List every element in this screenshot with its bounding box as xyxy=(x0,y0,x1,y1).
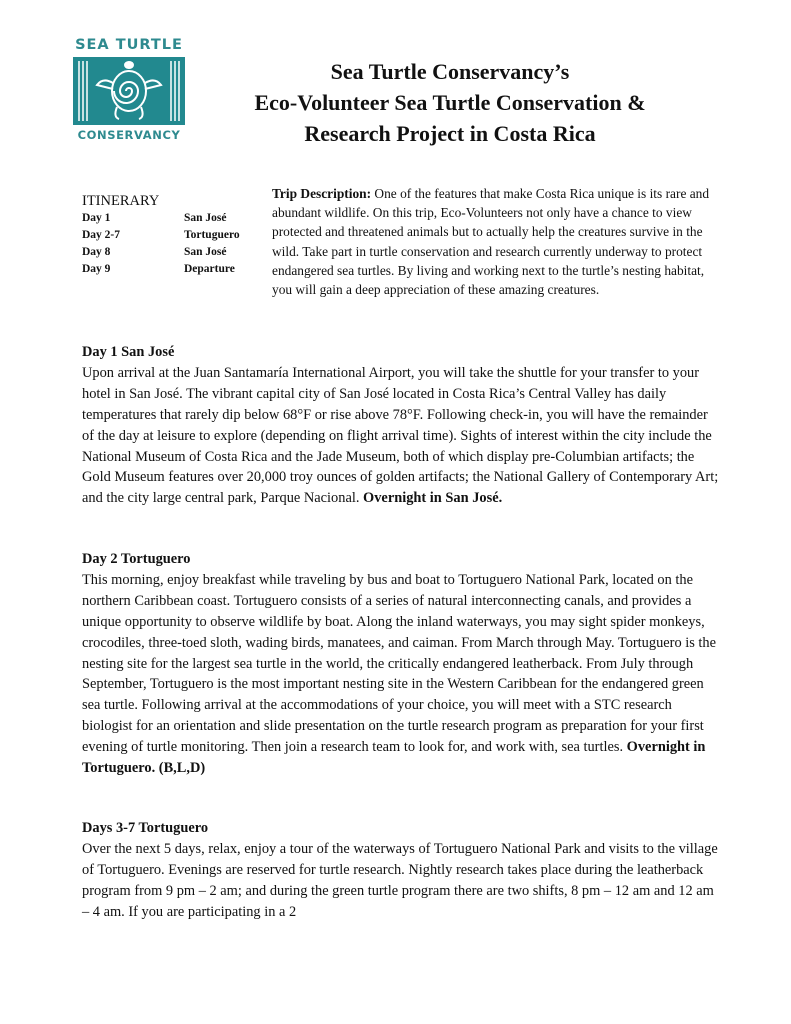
day-meals: . (B,L,D) xyxy=(151,760,206,777)
day-body xyxy=(82,570,722,779)
itinerary-heading: ITINERARY xyxy=(82,193,160,209)
itinerary-box xyxy=(82,192,262,278)
itinerary-day: Day 9 xyxy=(82,263,111,275)
document-title xyxy=(200,56,700,149)
day-section-1 xyxy=(82,342,722,509)
day-body-text: Over the next 5 days, relax, enjoy a tour of the waterways of Tortuguero National Park and visits to the village of Tortuguero. Evenings are reserved for turtle research. Nightly research takes place during the leatherback program from 9 pm – 2 am; and during the green turtle program there are two shifts, 8 pm – 12 am and 12 am – 4 am. If you are participating in a 2 xyxy=(82,840,718,920)
day-body xyxy=(82,839,722,923)
sea-turtle-spiral-icon xyxy=(73,57,185,125)
day-heading: Day 2 Tortuguero xyxy=(82,551,191,567)
trip-description xyxy=(272,184,724,299)
itinerary-day: Day 2-7 xyxy=(82,229,121,241)
title-line-1: Sea Turtle Conservancy’s xyxy=(330,59,570,84)
title-line-2: Eco-Volunteer Sea Turtle Conservation & xyxy=(254,90,646,115)
itinerary-place: San José xyxy=(184,212,227,224)
day-heading: Day 1 San José xyxy=(82,344,175,360)
day-overnight: Overnight in San José. xyxy=(363,490,503,507)
itinerary-row xyxy=(82,227,262,244)
day-heading: Days 3-7 Tortuguero xyxy=(82,820,209,836)
trip-description-text: One of the features that make Costa Rica unique is its rare and abundant wildlife. On this trip, Eco-Volunteers not only have a chance to view protected and threatened animals but to actually help the creatures survive in the wild. Take part in turtle conservation and research currently underway to protect endangered sea turtles. By living and working next to the turtle’s nesting habitat, you will gain a deep appreciation of these amazing creatures. xyxy=(272,186,710,298)
day-section-3 xyxy=(82,818,722,923)
itinerary-row xyxy=(82,210,262,227)
day-body-text: This morning, enjoy breakfast while traveling by bus and boat to Tortuguero National Park, located on the northern Caribbean coast. Tortuguero consists of a series of natural interconnecting canals, and provides a unique opportunity to observe wildlife by boat. Along the inland waterways, you may sight spider monkeys, crocodiles, three-toed sloth, wading birds, manatees, and caiman. From March through May. Tortuguero is the nesting site for the largest sea turtle in the world, the critically endangered leatherback. From July through September, Tortuguero is the most important nesting site in the Western Caribbean for the endangered green sea turtle. Following arrival at the accommodations of your choice, you will meet with a STC research biologist for an orientation and slide presentation on the turtle research program as preparation for your first evening of turtle monitoring. Then join a research team to look for, and work with, sea turtles. xyxy=(82,571,717,756)
trip-description-label: Trip Description: xyxy=(272,186,372,201)
itinerary-row xyxy=(82,261,262,278)
day-body-text: Upon arrival at the Juan Santamaría International Airport, you will take the shuttle for your transfer to your hotel in San José. The vibrant capital city of San José located in Costa Rica’s Central Valley has daily temperatures that rarely dip below 68°F or rise above 78°F. Following check-in, you will have the remainder of the day at leisure to explore (depending on flight arrival time). Sights of interest within the city include the National Museum of Costa Rica and the Jade Museum, both of which display pre-Columbian artifacts; the Gold Museum features over 20,000 troy ounces of golden artifacts; the National Gallery of Contemporary Art; and the city large central park, Parque Nacional. xyxy=(82,364,719,507)
day-section-2 xyxy=(82,549,722,779)
day-body xyxy=(82,363,722,509)
itinerary-day: Day 8 xyxy=(82,246,111,258)
logo-bottom-text: CONSERVANCY xyxy=(77,128,181,142)
itinerary-day: Day 1 xyxy=(82,212,111,224)
logo-top-text: SEA TURTLE xyxy=(75,37,183,53)
itinerary-place: Tortuguero xyxy=(184,229,240,241)
title-line-3: Research Project in Costa Rica xyxy=(304,121,596,146)
itinerary-place: San José xyxy=(184,246,227,258)
itinerary-row xyxy=(82,244,262,261)
sea-turtle-conservancy-logo xyxy=(72,36,186,144)
day-overnight: Overnight in Tortuguero xyxy=(82,739,706,777)
itinerary-place: Departure xyxy=(184,263,235,275)
